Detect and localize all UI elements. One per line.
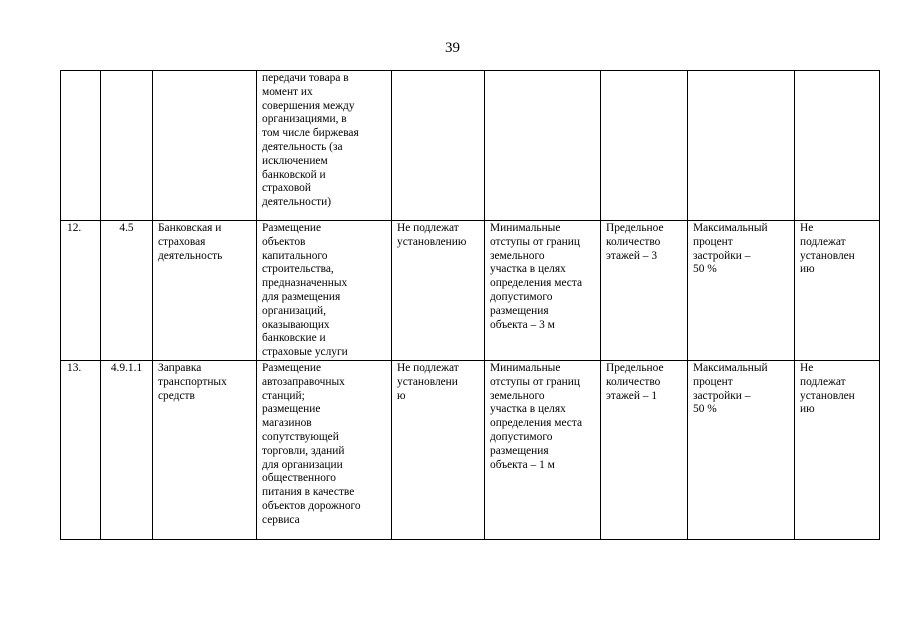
- table-row: [61, 360, 880, 539]
- regulations-table: [60, 70, 880, 540]
- cell-number: [61, 71, 101, 221]
- cell-coverage: Максимальный процент застройки – 50 %: [688, 360, 795, 539]
- cell-code: 4.9.1.1: [101, 360, 153, 539]
- cell-other: Не подлежат установлен ию: [795, 221, 880, 361]
- cell-code: [101, 71, 153, 221]
- cell-number: 13.: [61, 360, 101, 539]
- page-number: 39: [445, 40, 460, 56]
- cell-use-name: Заправка транспортных средств: [153, 360, 257, 539]
- cell-floors: Предельное количество этажей – 3: [601, 221, 688, 361]
- cell-description: Размещение объектов капитального строительства, предназначенных для размещения организаций, оказывающих банковские и страховые услуги: [257, 221, 392, 361]
- cell-plot-area: Не подлежат установлени ю: [392, 360, 485, 539]
- cell-plot-area: [392, 71, 485, 221]
- cell-number: 12.: [61, 221, 101, 361]
- cell-setbacks: Минимальные отступы от границ земельного участка в целях определения места допустимого размещения объекта – 1 м: [485, 360, 601, 539]
- cell-code: 4.5: [101, 221, 153, 361]
- cell-setbacks: Минимальные отступы от границ земельного участка в целях определения места допустимого размещения объекта – 3 м: [485, 221, 601, 361]
- table-row: [61, 71, 880, 221]
- cell-setbacks: [485, 71, 601, 221]
- cell-description: передачи товара в момент их совершения между организациями, в том числе биржевая деятельность (за исключением банковской и страховой деятельности): [257, 71, 392, 221]
- cell-other: [795, 71, 880, 221]
- table-row: [61, 221, 880, 361]
- cell-use-name: [153, 71, 257, 221]
- cell-floors: [601, 71, 688, 221]
- cell-coverage: Максимальный процент застройки – 50 %: [688, 221, 795, 361]
- cell-floors: Предельное количество этажей – 1: [601, 360, 688, 539]
- cell-description: Размещение автозаправочных станций; размещение магазинов сопутствующей торговли, зданий для организации общественного питания в качестве объектов дорожного сервиса: [257, 360, 392, 539]
- cell-plot-area: Не подлежат установлению: [392, 221, 485, 361]
- cell-other: Не подлежат установлен ию: [795, 360, 880, 539]
- cell-coverage: [688, 71, 795, 221]
- cell-use-name: Банковская и страховая деятельность: [153, 221, 257, 361]
